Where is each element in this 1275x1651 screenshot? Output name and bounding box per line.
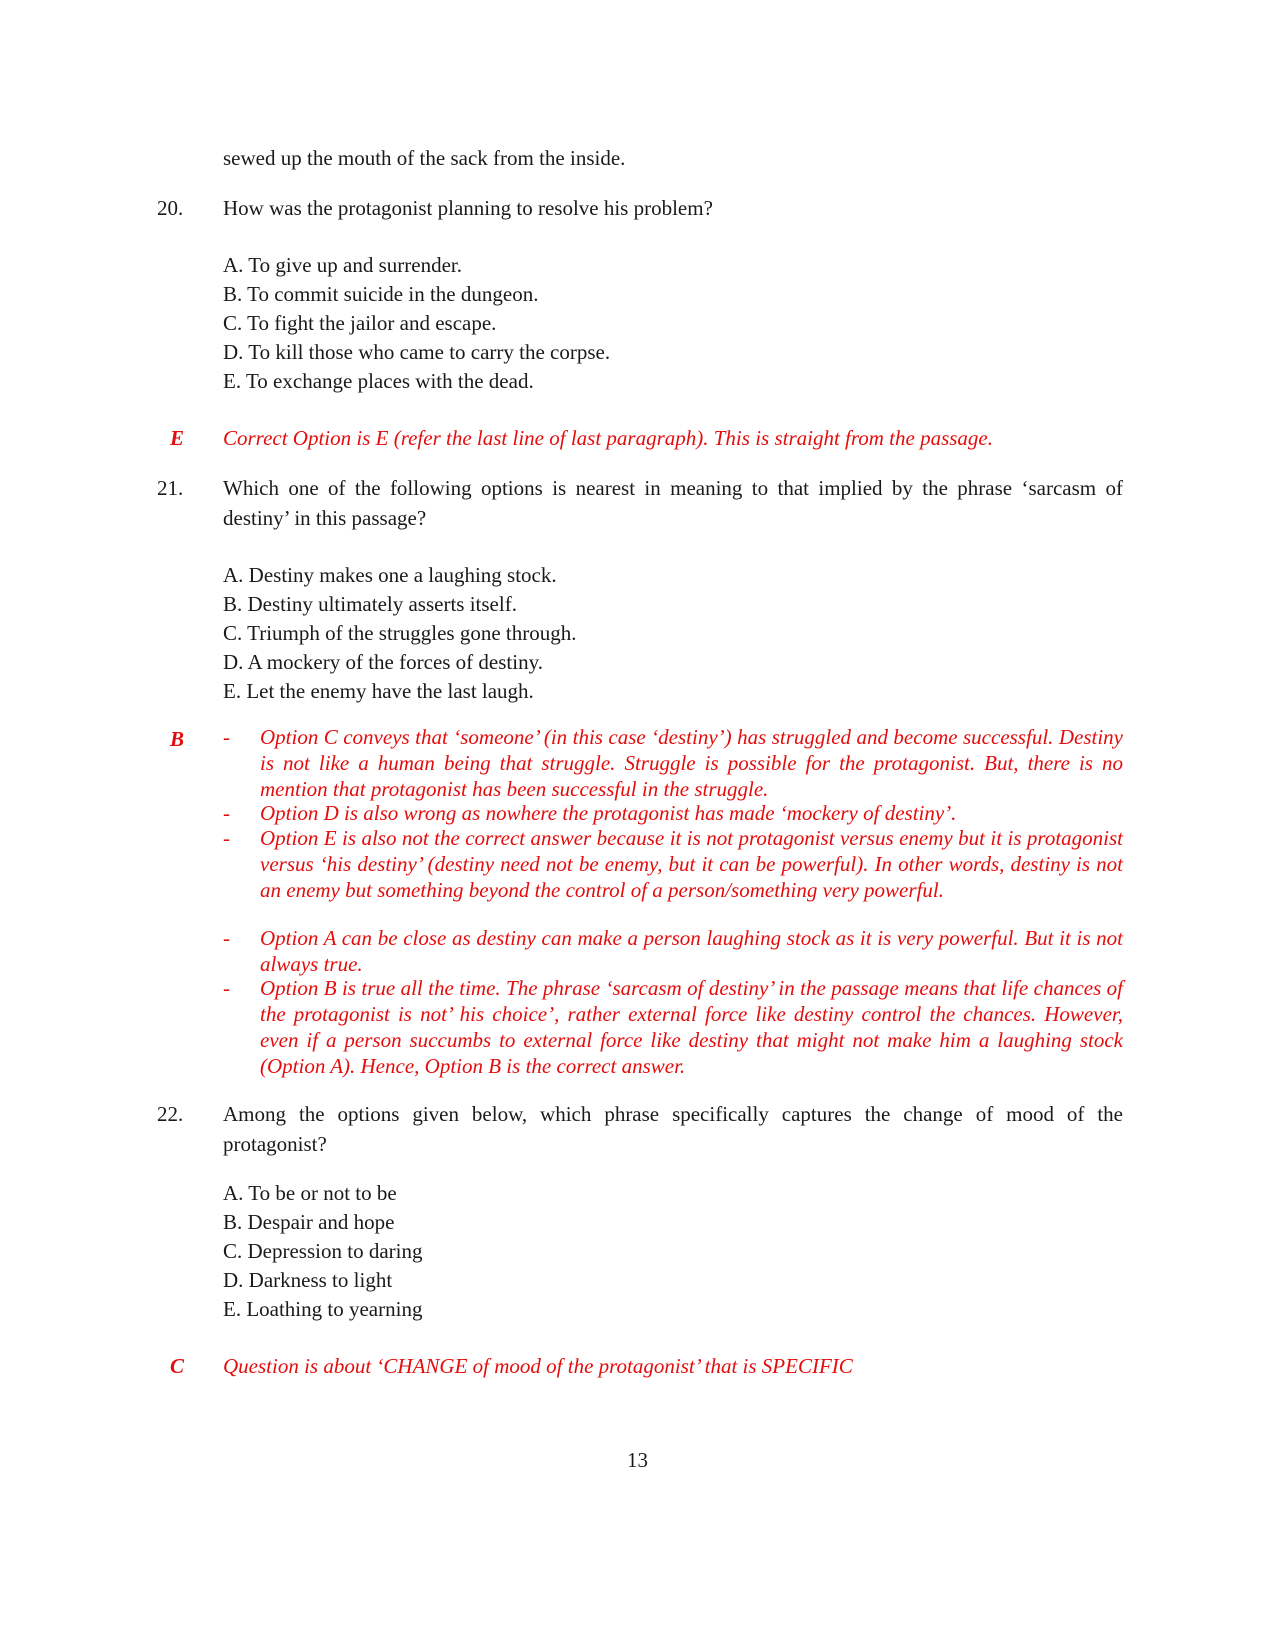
explanation-1-dash: - [223, 725, 230, 749]
question-21-text: Which one of the following options is nearest in meaning to that implied by the phrase ‘sarcasm of destiny’ in this passage? [223, 476, 1123, 530]
question-22-option-b: B. Despair and hope [223, 1210, 395, 1234]
explanation-5-dash: - [223, 976, 230, 1000]
question-20-number: 20. [157, 196, 184, 220]
question-22-answer-text: Question is about ‘CHANGE of mood of the protagonist’ that is SPECIFIC [223, 1354, 853, 1378]
question-20-text: How was the protagonist planning to resolve his problem? [223, 196, 713, 220]
page-number: 13 [627, 1448, 648, 1472]
question-21-answer-letter: B [170, 727, 185, 751]
question-21-number: 21. [157, 476, 184, 500]
question-22-option-e: E. Loathing to yearning [223, 1297, 423, 1321]
question-22-option-d: D. Darkness to light [223, 1268, 393, 1292]
question-20-option-d: D. To kill those who came to carry the corpse. [223, 340, 611, 364]
question-21-option-d: D. A mockery of the forces of destiny. [223, 650, 543, 674]
question-20-answer-letter: E [170, 426, 185, 450]
explanation-4-dash: - [223, 926, 230, 950]
question-21-option-e: E. Let the enemy have the last laugh. [223, 679, 534, 703]
question-22-option-a: A. To be or not to be [223, 1181, 397, 1205]
explanation-2-dash: - [223, 801, 230, 825]
continuation-text: sewed up the mouth of the sack from the inside. [223, 146, 626, 170]
question-21-option-c: C. Triumph of the struggles gone through. [223, 621, 577, 645]
question-20-option-b: B. To commit suicide in the dungeon. [223, 282, 539, 306]
question-22-option-c: C. Depression to daring [223, 1239, 423, 1263]
question-21-option-a: A. Destiny makes one a laughing stock. [223, 563, 557, 587]
explanation-2-text: Option D is also wrong as nowhere the protagonist has made ‘mockery of destiny’. [260, 801, 957, 825]
question-20-option-a: A. To give up and surrender. [223, 253, 463, 277]
explanation-3-dash: - [223, 826, 230, 850]
question-21-option-b: B. Destiny ultimately asserts itself. [223, 592, 517, 616]
explanation-5-text: Option B is true all the time. The phrase ‘sarcasm of destiny’ in the passage means that life chances of the protagonist is not’ his choice’, rather external force like destiny control the chances. However, even if a person succumbs to external force like destiny that might not make him a laughing stock (Option A). Hence, Option B is the correct answer. [260, 976, 1123, 1078]
question-22-answer-letter: C [170, 1354, 185, 1378]
explanation-1-text: Option C conveys that ‘someone’ (in this case ‘destiny’) has struggled and become successful. Destiny is not like a human being that struggle. Struggle is possible for the protagonist. But, there is no mention that protagonist has been successful in the struggle. [260, 725, 1123, 801]
question-22-text: Among the options given below, which phrase specifically captures the change of mood of the protagonist? [223, 1102, 1123, 1156]
question-22-number: 22. [157, 1102, 184, 1126]
question-20-option-e: E. To exchange places with the dead. [223, 369, 534, 393]
explanation-3-text: Option E is also not the correct answer because it is not protagonist versus enemy but it is protagonist versus ‘his destiny’ (destiny need not be enemy, but it can be powerful). In other words, destiny is not an enemy but something beyond the control of a person/something very powerful. [260, 826, 1123, 902]
question-20-answer-text: Correct Option is E (refer the last line of last paragraph). This is straight from the passage. [223, 426, 994, 450]
question-20-option-c: C. To fight the jailor and escape. [223, 311, 497, 335]
explanation-4-text: Option A can be close as destiny can make a person laughing stock as it is very powerful. But it is not always true. [260, 926, 1123, 976]
